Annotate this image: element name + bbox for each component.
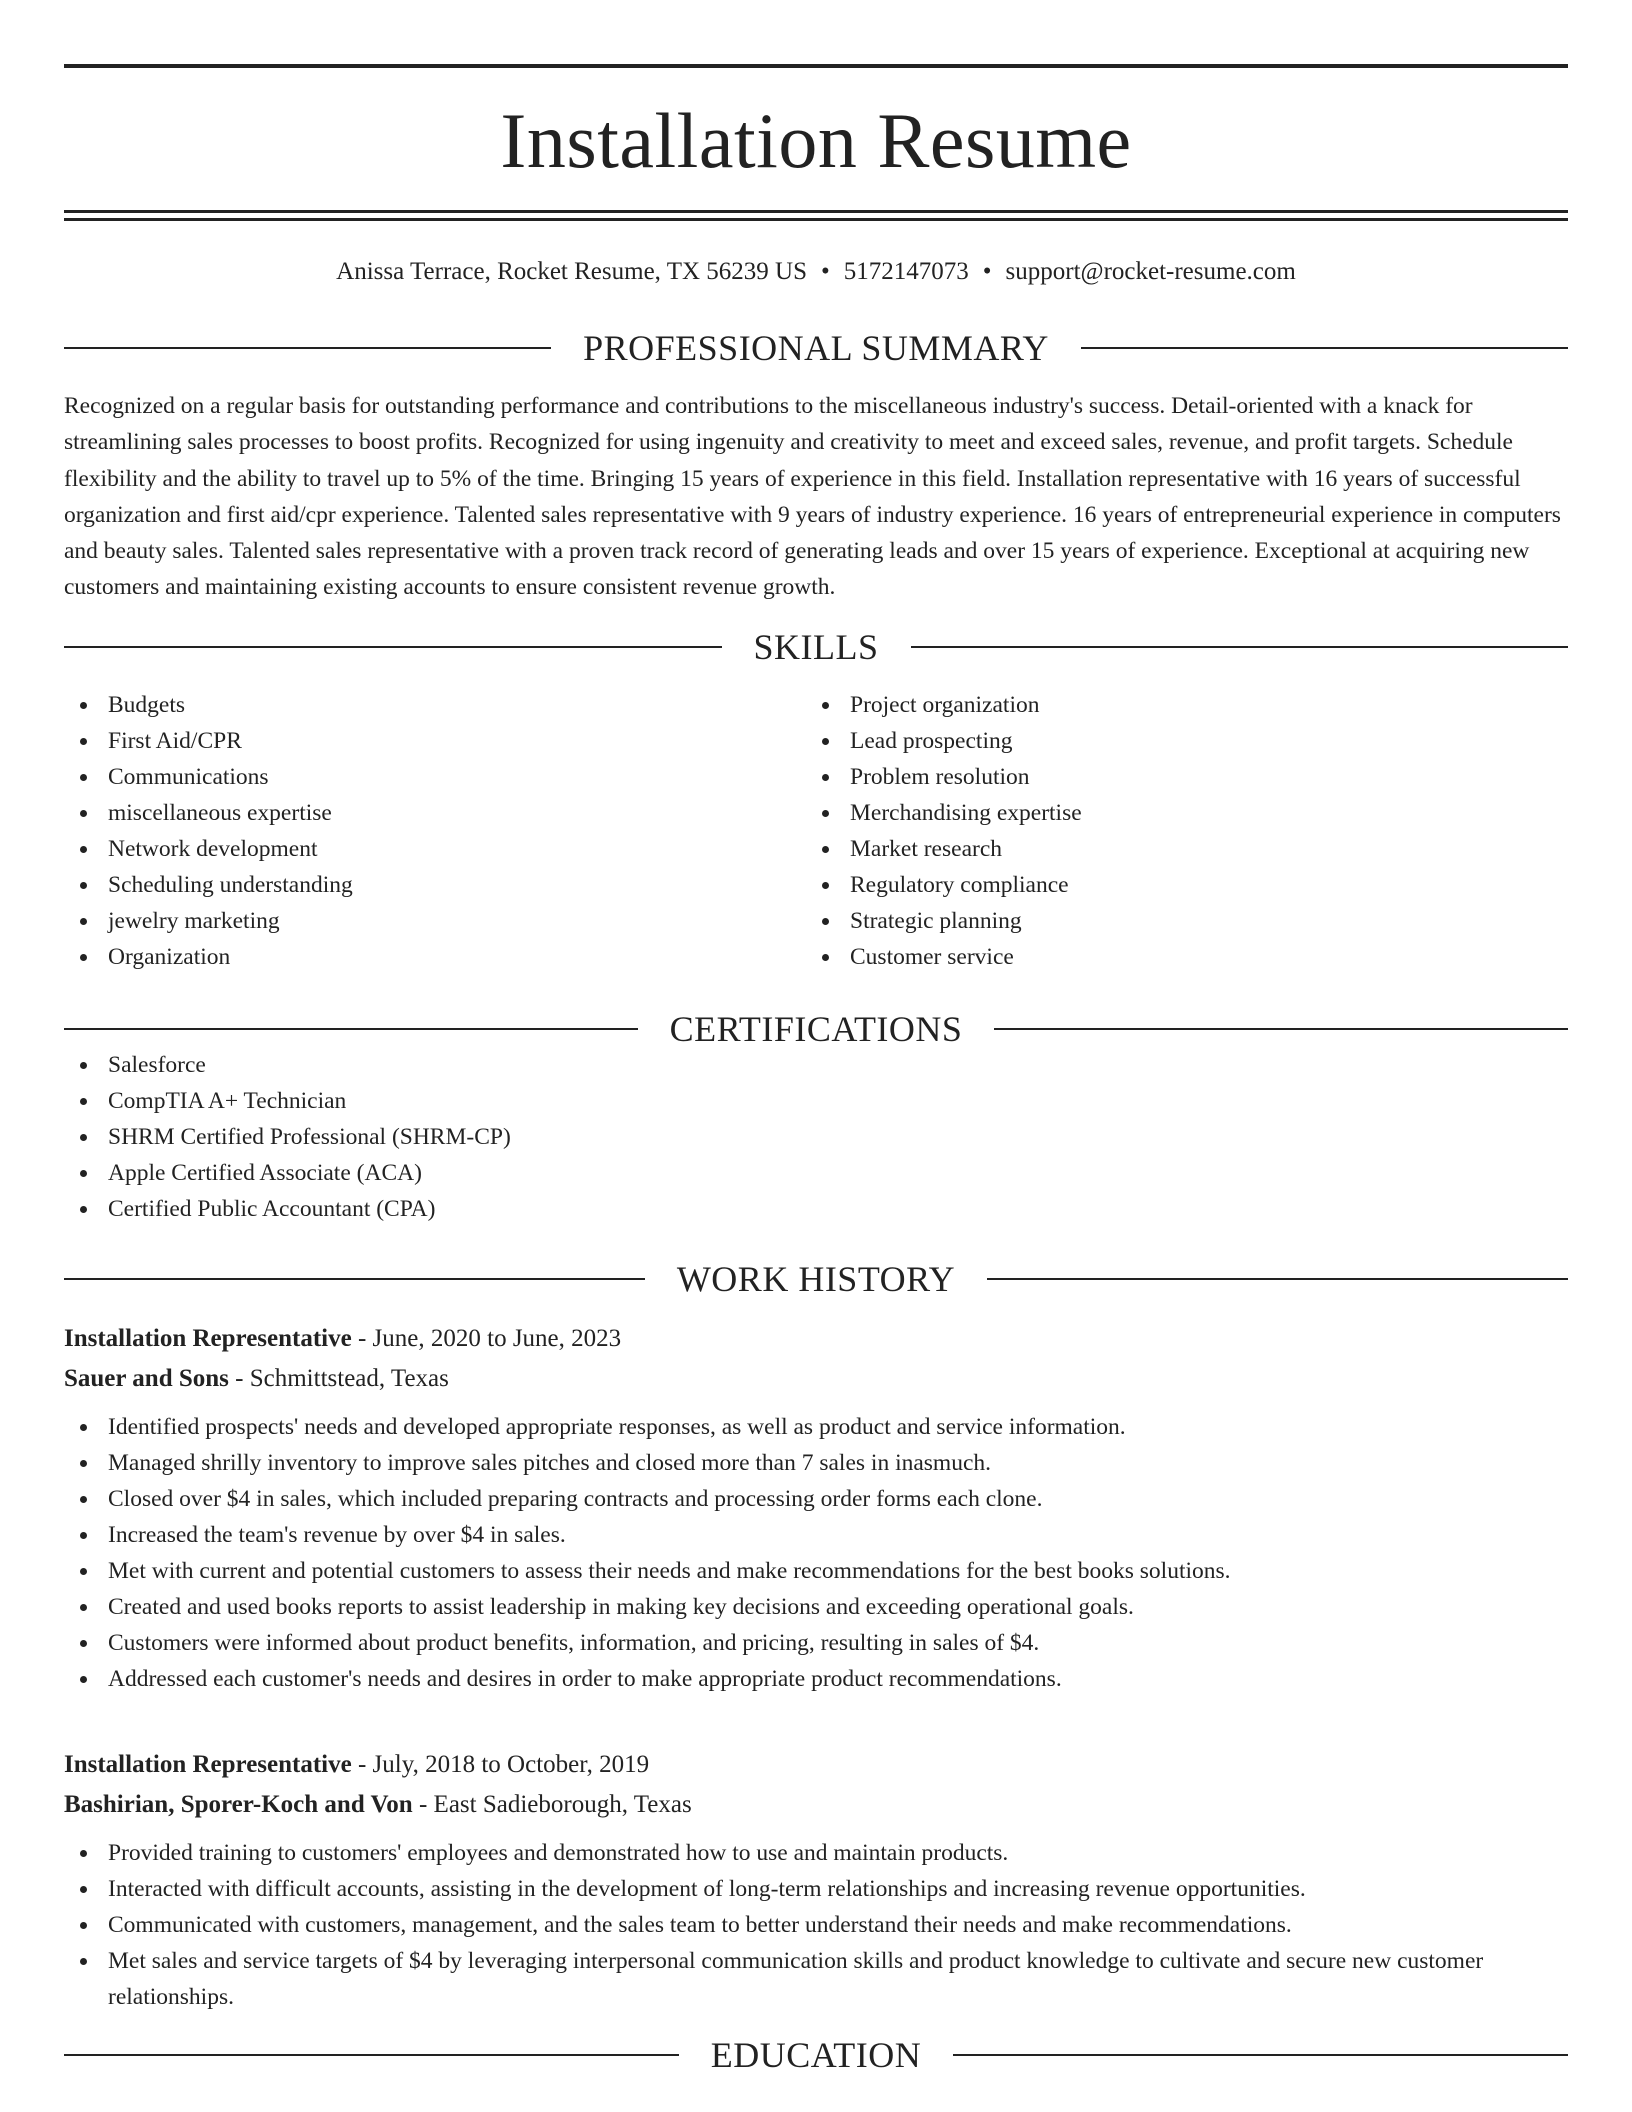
certifications-list	[64, 1047, 1568, 1227]
list-item: Apple Certified Associate (ACA)	[64, 1155, 1568, 1191]
heading-rule-right	[987, 1278, 1568, 1280]
list-item: Interacted with difficult accounts, assisting in the development of long-term relationships and increasing revenue opportunities.	[64, 1871, 1568, 1907]
list-item: Created and used books reports to assist leadership in making key decisions and exceeding operational goals.	[64, 1589, 1568, 1625]
job-title-line	[64, 1745, 1568, 1785]
job-location: - Schmittstead, Texas	[228, 1365, 449, 1393]
list-item: Scheduling understanding	[64, 867, 806, 903]
list-item: Salesforce	[64, 1047, 1568, 1083]
list-item: Provided training to customers' employees and demonstrated how to use and maintain products.	[64, 1835, 1568, 1871]
list-item: Customers were informed about product benefits, information, and pricing, resulting in sales of $4.	[64, 1625, 1568, 1661]
heading-rule-left	[64, 1028, 638, 1030]
job-dates: - June, 2020 to June, 2023	[351, 1325, 622, 1353]
skills-columns	[64, 687, 1568, 975]
list-item: SHRM Certified Professional (SHRM-CP)	[64, 1119, 1568, 1155]
job-bullets	[64, 1835, 1568, 2015]
contact-address: Anissa Terrace, Rocket Resume, TX 56239 US	[336, 258, 808, 285]
contact-separator: •	[982, 258, 992, 285]
job-company-line	[64, 1359, 1568, 1399]
resume-title: Installation Resume	[500, 97, 1132, 184]
heading-rule-left	[64, 2054, 679, 2056]
list-item: Met with current and potential customers to assess their needs and make recommendations for the best books solutions.	[64, 1553, 1568, 1589]
job-company: Bashirian, Sporer-Koch and Von	[64, 1791, 413, 1819]
list-item: Project organization	[806, 687, 1548, 723]
heading-rule-left	[64, 347, 551, 349]
skills-heading: SKILLS	[753, 627, 879, 668]
top-rule	[64, 64, 1568, 68]
skills-list-right	[806, 687, 1548, 975]
job-company-line	[64, 1785, 1568, 1825]
list-item: Communications	[64, 759, 806, 795]
job-dates: - July, 2018 to October, 2019	[351, 1751, 650, 1779]
heading-rule-right	[953, 2054, 1568, 2056]
contact-line	[64, 259, 1568, 284]
list-item: Closed over $4 in sales, which included preparing contracts and processing order forms each clone.	[64, 1481, 1568, 1517]
contact-phone: 5172147073	[843, 258, 969, 285]
heading-rule-left	[64, 646, 722, 648]
skills-section-heading	[64, 627, 1568, 668]
list-item: Managed shrilly inventory to improve sales pitches and closed more than 7 sales in inasmuch.	[64, 1445, 1568, 1481]
list-item: Increased the team's revenue by over $4 in sales.	[64, 1517, 1568, 1553]
list-item: jewelry marketing	[64, 903, 806, 939]
heading-rule-right	[1081, 347, 1568, 349]
list-item: Merchandising expertise	[806, 795, 1548, 831]
certifications-section-heading	[64, 1009, 1568, 1050]
summary-heading: PROFESSIONAL SUMMARY	[583, 328, 1049, 368]
job-title-line	[64, 1319, 1568, 1359]
list-item: Communicated with customers, management, and the sales team to better understand their needs and make recommendations.	[64, 1907, 1568, 1943]
list-item: Met sales and service targets of $4 by leveraging interpersonal communication skills and product knowledge to cultivate and secure new customer relationships.	[64, 1943, 1568, 2015]
job-entry	[64, 1745, 1568, 2015]
list-item: Addressed each customer's needs and desires in order to make appropriate product recommendations.	[64, 1661, 1568, 1697]
job-location: - East Sadieborough, Texas	[412, 1791, 692, 1819]
work-section-heading	[64, 1259, 1568, 1300]
job-title: Installation Representative	[64, 1751, 352, 1779]
contact-separator: •	[821, 258, 830, 285]
skills-list-left	[64, 687, 806, 975]
heading-rule-left	[64, 1278, 645, 1280]
job-entry	[64, 1319, 1568, 1697]
certifications-heading: CERTIFICATIONS	[669, 1009, 963, 1050]
list-item: Strategic planning	[806, 903, 1548, 939]
list-item: Problem resolution	[806, 759, 1548, 795]
education-heading: EDUCATION	[710, 2035, 922, 2076]
list-item: Market research	[806, 831, 1548, 867]
list-item: Network development	[64, 831, 806, 867]
list-item: Regulatory compliance	[806, 867, 1548, 903]
summary-section-heading	[64, 330, 1568, 366]
title-double-rule	[64, 210, 1568, 221]
list-item: Customer service	[806, 939, 1548, 975]
work-heading: WORK HISTORY	[676, 1259, 956, 1300]
list-item: Organization	[64, 939, 806, 975]
resume-page	[64, 64, 1568, 2076]
list-item: First Aid/CPR	[64, 723, 806, 759]
list-item: Identified prospects' needs and developed appropriate responses, as well as product and service information.	[64, 1409, 1568, 1445]
list-item: Certified Public Accountant (CPA)	[64, 1191, 1568, 1227]
job-title: Installation Representative	[64, 1325, 352, 1353]
education-section-heading	[64, 2035, 1568, 2076]
list-item: CompTIA A+ Technician	[64, 1083, 1568, 1119]
heading-rule-right	[911, 646, 1569, 648]
summary-text: Recognized on a regular basis for outstanding performance and contributions to the miscellaneous industry's success. Detail-oriented with a knack for streamlining sales processes to boost profits. Recognized for using ingenuity and creativity to meet and exceed sales, revenue, and profit targets. Schedule flexibility and the ability to travel up to 5% of the time. Bringing 15 years of experience in this field. Installation representative with 16 years of successful organization and first aid/cpr experience. Talented sales representative with 9 years of industry experience. 16 years of entrepreneurial experience in computers and beauty sales. Talented sales representative with a proven track record of generating leads and over 15 years of experience. Exceptional at acquiring new customers and maintaining existing accounts to ensure consistent revenue growth.	[64, 393, 1561, 601]
list-item: miscellaneous expertise	[64, 795, 806, 831]
list-item: Lead prospecting	[806, 723, 1548, 759]
heading-rule-right	[994, 1028, 1568, 1030]
contact-email: support@rocket-resume.com	[1005, 258, 1296, 285]
job-company: Sauer and Sons	[64, 1365, 229, 1393]
job-bullets	[64, 1409, 1568, 1697]
list-item: Budgets	[64, 687, 806, 723]
